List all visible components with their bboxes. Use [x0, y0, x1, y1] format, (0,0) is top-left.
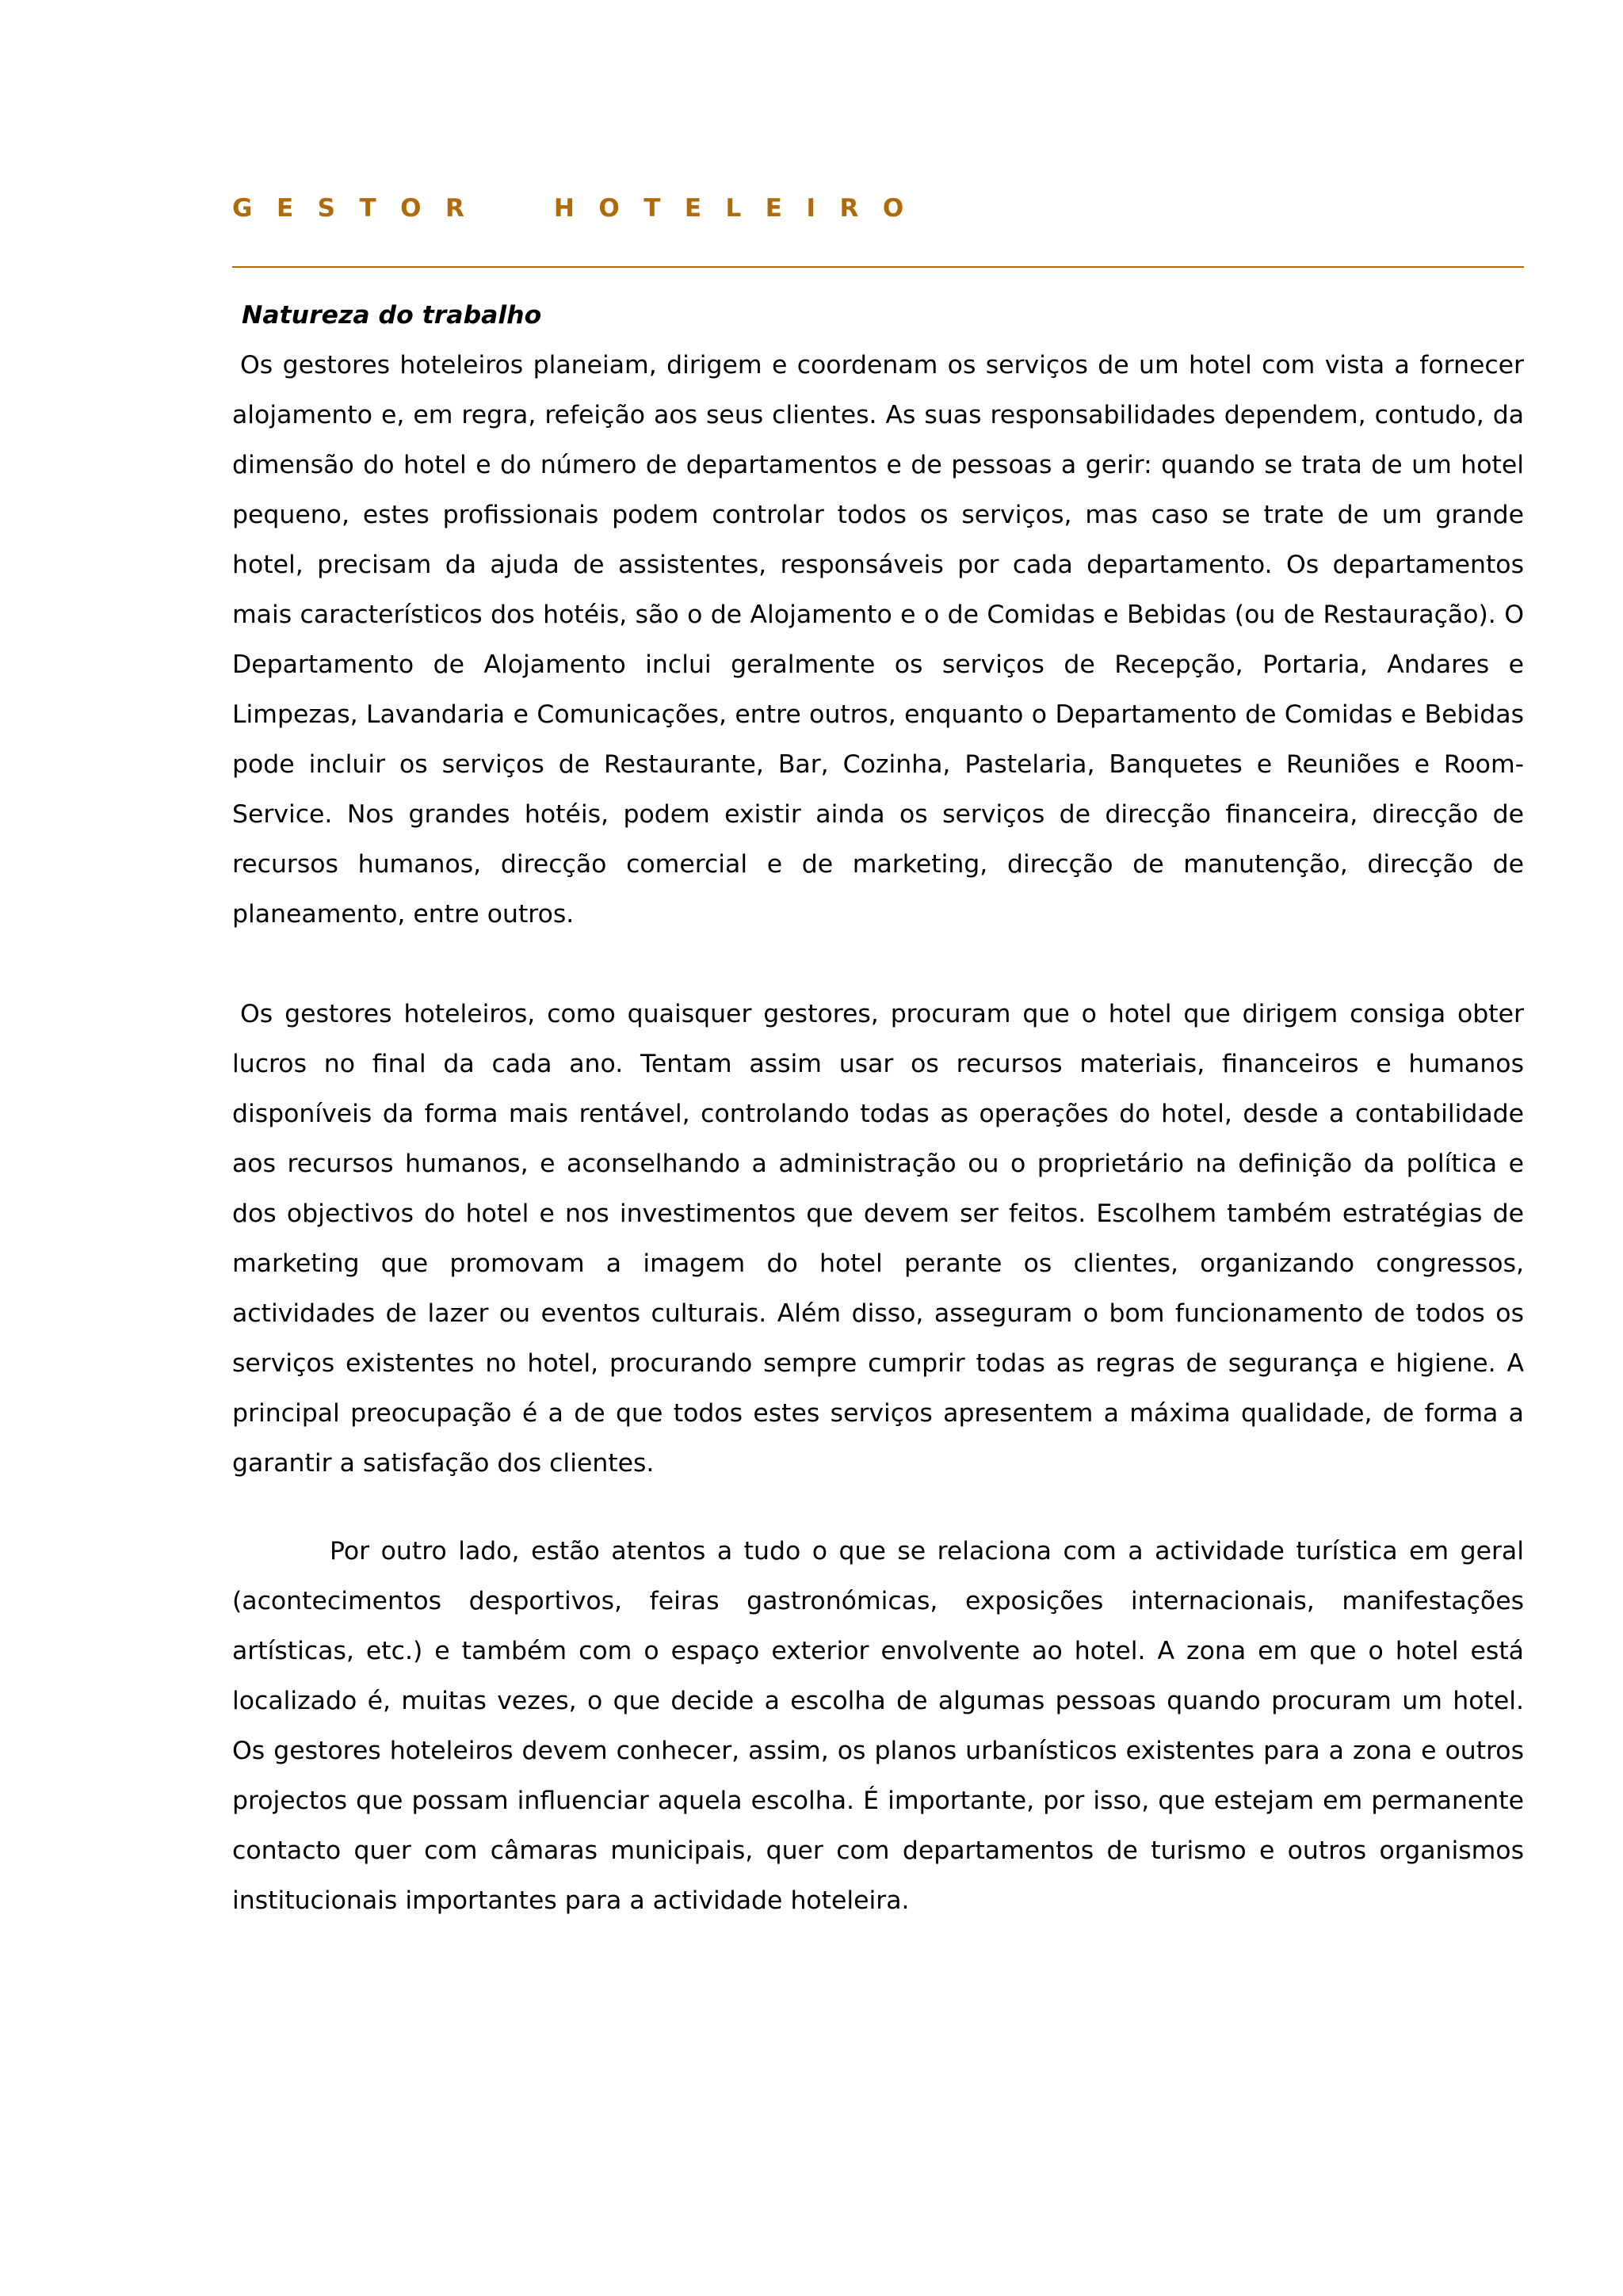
document-body: [232, 291, 1524, 1926]
document-title: GESTOR HOTELEIRO: [232, 194, 928, 223]
paragraph-1: Os gestores hoteleiros planeiam, dirigem e coordenam os serviços de um hotel com vista a fornecer alojamento e, em regra, refeição aos seus clientes. As suas responsabilidades dependem, contudo, da dimensão do hotel e do número de departamentos e de pessoas a gerir: quando se trata de um hotel pequeno, estes profissionais podem controlar todos os serviços, mas caso se trate de um grande hotel, precisam da ajuda de assistentes, responsáveis por cada departamento. Os departamentos mais característicos dos hotéis, são o de Alojamento e o de Comidas e Bebidas (ou de Restauração). O Departamento de Alojamento inclui geralmente os serviços de Recepção, Portaria, Andares e Limpezas, Lavandaria e Comunicações, entre outros, enquanto o Departamento de Comidas e Bebidas pode incluir os serviços de Restaurante, Bar, Cozinha, Pastelaria, Banquetes e Reuniões e Room-Service. Nos grandes hotéis, podem existir ainda os serviços de direcção financeira, direcção de recursos humanos, direcção comercial e de marketing, direcção de manutenção, direcção de planeamento, entre outros.: [232, 351, 1524, 929]
paragraph-3: Por outro lado, estão atentos a tudo o que se relaciona com a actividade turística em geral (acontecimentos desportivos, feiras gastronómicas, exposições internacionais, manifestações artísticas, etc.) e também com o espaço exterior envolvente ao hotel. A zona em que o hotel está localizado é, muitas vezes, o que decide a escolha de algumas pessoas quando procuram um hotel. Os gestores hoteleiros devem conhecer, assim, os planos urbanísticos existentes para a zona e outros projectos que possam influenciar aquela escolha. É importante, por isso, que estejam em permanente contacto quer com câmaras municipais, quer com departamentos de turismo e outros organismos institucionais importantes para a actividade hoteleira.: [232, 1537, 1524, 1915]
paragraph-2: Os gestores hoteleiros, como quaisquer gestores, procuram que o hotel que dirigem consiga obter lucros no final da cada ano. Tentam assim usar os recursos materiais, financeiros e humanos disponíveis da forma mais rentável, controlando todas as operações do hotel, desde a contabilidade aos recursos humanos, e aconselhando a administração ou o proprietário na definição da política e dos objectivos do hotel e nos investimentos que devem ser feitos. Escolhem também estratégias de marketing que promovam a imagem do hotel perante os clientes, organizando congressos, actividades de lazer ou eventos culturais. Além disso, asseguram o bom funcionamento de todos os serviços existentes no hotel, procurando sempre cumprir todas as regras de segurança e higiene. A principal preocupação é a de que todos estes serviços apresentem a máxima qualidade, de forma a garantir a satisfação dos clientes.: [232, 1000, 1524, 1478]
title-divider: [232, 266, 1524, 268]
section-heading: Natureza do trabalho: [242, 301, 542, 330]
